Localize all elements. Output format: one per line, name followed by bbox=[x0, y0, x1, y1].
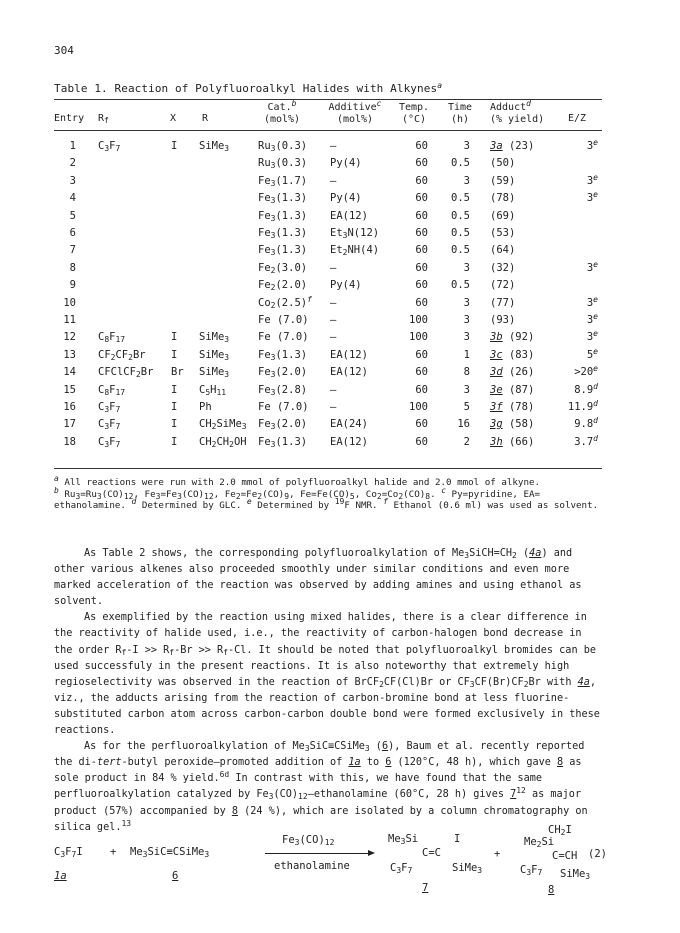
table-row bbox=[54, 294, 602, 312]
cell-add: EA(12) bbox=[330, 348, 368, 361]
cell-temp: 60 bbox=[415, 348, 428, 361]
p7-sime3: SiMe$_3$ bbox=[452, 862, 483, 875]
cell-entry: 14 bbox=[63, 366, 76, 379]
cell-adduct: (72) bbox=[490, 279, 516, 292]
cell-entry: 16 bbox=[63, 401, 76, 413]
paragraph: As Table 2 shows, the corresponding polyfluoroalkylation of $Me_3SiCH=CH_2$ (4a) and other various alkenes also proceeded smoothly under similar conditions and even more marked acceleration of the reaction was observed by adding amines and using ethanol as solvent. bbox=[54, 548, 582, 608]
reaction-scheme bbox=[54, 824, 614, 920]
reactant-alkyne: $Me_3SiC\equiv CSiMe_3$ bbox=[130, 846, 210, 859]
cell-ez: 5e bbox=[586, 346, 598, 361]
cell-add: — bbox=[330, 401, 337, 413]
p8-double-bond: C=CH bbox=[552, 850, 578, 862]
cell-add: Py(4) bbox=[330, 157, 362, 170]
cell-add: — bbox=[330, 296, 337, 309]
cell-add: Py(4) bbox=[330, 279, 362, 292]
compound-label-1a: 1a bbox=[54, 870, 67, 882]
table-row bbox=[54, 259, 602, 277]
cell-temp: 60 bbox=[415, 435, 428, 448]
cell-adduct: (53) bbox=[490, 227, 516, 239]
table-row bbox=[54, 140, 602, 155]
cell-time: 0.5 bbox=[451, 244, 470, 257]
cell-entry: 8 bbox=[69, 261, 76, 274]
cell-cat: Fe (7.0) bbox=[258, 331, 309, 344]
p8-me2si: $Me_2Si$ bbox=[524, 836, 555, 849]
table-top-rule bbox=[54, 99, 602, 100]
cell-adduct: 3d (26) bbox=[490, 366, 535, 379]
cell-cat: $Fe_2(2.0)$ bbox=[258, 279, 308, 293]
table-row bbox=[54, 346, 602, 364]
cell-adduct: (93) bbox=[490, 314, 516, 326]
cell-adduct: (64) bbox=[490, 244, 516, 257]
cell-x: I bbox=[171, 383, 178, 396]
cell-rf: CFClCF$_2$Br bbox=[98, 366, 154, 380]
plus-sign: + bbox=[110, 846, 117, 858]
cell-entry: 10 bbox=[63, 296, 76, 309]
cell-temp: 60 bbox=[415, 296, 428, 309]
p8-ch2i: $CH_2I$ bbox=[548, 824, 572, 837]
cell-ez: 3e bbox=[586, 329, 598, 344]
plus-sign-2: + bbox=[494, 848, 501, 860]
cell-cat: $Fe_3(1.3)$ bbox=[258, 209, 308, 223]
cell-x: I bbox=[171, 348, 178, 361]
cell-r: $CH_2CH_2OH$ bbox=[199, 435, 247, 449]
cell-adduct: 3g (58) bbox=[490, 418, 535, 431]
cell-cat: $Fe_3(1.7)$ bbox=[258, 174, 308, 188]
cell-entry: 1 bbox=[69, 140, 76, 152]
cell-time: 3 bbox=[463, 314, 470, 326]
cell-rf: $CF_2CF_2Br$ bbox=[98, 348, 146, 362]
cell-cat: $Fe_3(2.0)$ bbox=[258, 366, 308, 380]
table-row bbox=[54, 433, 602, 451]
cell-r: SiMe$_3$ bbox=[199, 140, 230, 153]
cell-add: $Et_2NH(4)$ bbox=[330, 244, 380, 258]
cell-x: I bbox=[171, 401, 178, 413]
cell-time: 3 bbox=[463, 261, 470, 274]
cell-adduct: 3c (83) bbox=[490, 348, 535, 361]
cell-adduct: 3h (66) bbox=[490, 435, 535, 448]
cell-adduct: (77) bbox=[490, 296, 516, 309]
equation-number: (2) bbox=[588, 848, 607, 860]
header-adduct: Adduct$^d$ (% yield) bbox=[490, 99, 545, 125]
cell-time: 0.5 bbox=[451, 157, 470, 170]
table-row bbox=[54, 192, 602, 207]
cell-adduct: (78) bbox=[490, 192, 516, 205]
cell-adduct: (59) bbox=[490, 174, 516, 187]
cell-time: 3 bbox=[463, 296, 470, 309]
table-footnotes: $^a$ All reactions were run with 2.0 mmol of polyfluoroalkyl halide and 2.0 mmol of alkyne. $^b$ $Ru_3=Ru_3(CO)_{12}$, $Fe_3=Fe_3(CO)_{12}$, $Fe_2=Fe_2(CO)_9$, $Fe=Fe(CO)_5$, $Co_2=Co_2(CO)_8$. $^c$ Py=pyridine, EA= ethanolamine. $^d$ Determined by GLC. $^e$ Determined by $^{19}$F NMR. $^f$ Ethanol (0.6 ml) was used as solvent. bbox=[54, 474, 599, 511]
cell-entry: 4 bbox=[69, 192, 76, 205]
cell-cat: $Fe_3(1.3)$ bbox=[258, 227, 308, 240]
p7-c3f7: $C_3F_7$ bbox=[390, 862, 413, 875]
cell-temp: 60 bbox=[415, 418, 428, 431]
cell-time: 16 bbox=[457, 418, 470, 431]
cell-r: SiMe$_3$ bbox=[199, 366, 230, 380]
cell-cat: Fe (7.0) bbox=[258, 401, 309, 413]
cell-ez: 3e bbox=[586, 172, 598, 187]
table-row bbox=[54, 244, 602, 259]
cell-adduct: 3b (92) bbox=[490, 331, 535, 344]
cell-rf: $C_3F_7$ bbox=[98, 435, 121, 449]
p7-double-bond: C=C bbox=[422, 847, 441, 859]
cell-r: Ph bbox=[199, 401, 212, 413]
header-ez: E/Z bbox=[568, 113, 587, 124]
cell-time: 0.5 bbox=[451, 227, 470, 239]
header-entry: Entry bbox=[54, 113, 85, 124]
conditions-label: ethanolamine bbox=[274, 860, 350, 872]
cell-r: $CH_2SiMe_3$ bbox=[199, 418, 247, 432]
body-text bbox=[54, 546, 604, 836]
cell-entry: 11 bbox=[63, 314, 76, 326]
cell-cat: $Fe_3(1.3)$ bbox=[258, 192, 308, 206]
table-row bbox=[54, 418, 602, 433]
cell-entry: 3 bbox=[69, 174, 76, 187]
cell-temp: 60 bbox=[415, 244, 428, 257]
cell-time: 3 bbox=[463, 383, 470, 396]
header-additive: Additive$^c$ (mol%) bbox=[328, 99, 382, 125]
cell-temp: 60 bbox=[415, 174, 428, 187]
cell-add: — bbox=[330, 140, 337, 152]
table-row bbox=[54, 366, 602, 381]
header-cat: Cat.$^b$ (mol%) bbox=[263, 99, 301, 125]
cell-time: 2 bbox=[463, 435, 470, 448]
cell-entry: 9 bbox=[69, 279, 76, 292]
header-rf: $R_f$ bbox=[98, 113, 109, 125]
cell-time: 3 bbox=[463, 331, 470, 344]
cell-temp: 60 bbox=[415, 157, 428, 170]
cell-temp: 100 bbox=[409, 331, 428, 344]
cell-ez: 3e bbox=[586, 138, 598, 152]
table-row bbox=[54, 381, 602, 399]
cell-r: SiMe$_3$ bbox=[199, 348, 230, 362]
cell-entry: 13 bbox=[63, 348, 76, 361]
p7-iodine: I bbox=[454, 833, 461, 845]
reactant-c3f7i: $C_3F_7I$ bbox=[54, 846, 83, 859]
cell-ez: 8.9$^d$ bbox=[574, 381, 598, 396]
cell-rf: $C_8F_{17}$ bbox=[98, 331, 126, 345]
cell-ez: 3e bbox=[586, 294, 598, 309]
cell-r: SiMe$_3$ bbox=[199, 331, 230, 345]
cell-adduct: (69) bbox=[490, 209, 516, 222]
cell-entry: 12 bbox=[63, 331, 76, 344]
cell-add: $Et_3N(12)$ bbox=[330, 227, 380, 240]
cell-temp: 60 bbox=[415, 279, 428, 292]
table-row bbox=[54, 210, 602, 225]
cell-add: Py(4) bbox=[330, 192, 362, 205]
cell-x: I bbox=[171, 418, 178, 431]
table-row bbox=[54, 227, 602, 242]
cell-time: 8 bbox=[463, 366, 470, 379]
table-row bbox=[54, 157, 602, 172]
cell-rf: $C_8F_{17}$ bbox=[98, 383, 126, 397]
cell-entry: 6 bbox=[69, 227, 76, 239]
catalyst-label: $Fe_3(CO)_{12}$ bbox=[282, 834, 335, 847]
cell-rf: $C_3F_7$ bbox=[98, 140, 121, 153]
cell-time: 5 bbox=[463, 401, 470, 413]
cell-time: 0.5 bbox=[451, 192, 470, 205]
paragraph: As for the perfluoroalkylation of $Me_3SiC\equiv CSiMe_3$ (6), Baum et al. recently reported the di-tert-butyl peroxide–promoted addition of 1a to 6 (120°C, 48 h), which gave 8 as sole product in 84 % yield.$^{6d}$ In contrast with this, we have found that the same perfluoroalkylation catalyzed by $Fe_3(CO)_{12}$–ethanolamine (60°C, 28 h) gives $7^{12}$ as major product (57%) accompanied by 8 (24 %), which are isolated by a column chromatography on silica gel.$^{13}$ bbox=[54, 741, 588, 833]
table-caption: Table 1. Reaction of Polyfluoroalkyl Halides with Alkynes$^a$ bbox=[54, 81, 443, 95]
cell-cat: $Ru_3(0.3)$ bbox=[258, 140, 308, 153]
cell-temp: 100 bbox=[409, 314, 428, 326]
cell-temp: 60 bbox=[415, 261, 428, 274]
cell-x: I bbox=[171, 140, 178, 152]
cell-add: — bbox=[330, 383, 337, 396]
cell-temp: 60 bbox=[415, 192, 428, 205]
cell-adduct: 3a (23) bbox=[490, 140, 535, 152]
cell-r: $C_5H_{11}$ bbox=[199, 383, 227, 397]
cell-adduct: (50) bbox=[490, 157, 516, 170]
cell-entry: 17 bbox=[63, 418, 76, 431]
cell-add: — bbox=[330, 174, 337, 187]
cell-time: 1 bbox=[463, 348, 470, 361]
cell-x: I bbox=[171, 331, 178, 344]
cell-rf: $C_3F_7$ bbox=[98, 418, 121, 432]
cell-entry: 2 bbox=[69, 157, 76, 170]
cell-ez: 3e bbox=[586, 190, 598, 205]
cell-add: — bbox=[330, 314, 337, 326]
cell-adduct: 3f (78) bbox=[490, 401, 535, 413]
cell-x: I bbox=[171, 435, 178, 448]
cell-add: EA(12) bbox=[330, 366, 368, 379]
cell-temp: 100 bbox=[409, 401, 428, 413]
cell-time: 0.5 bbox=[451, 209, 470, 222]
cell-time: 3 bbox=[463, 140, 470, 152]
cell-cat: $Fe_2(3.0)$ bbox=[258, 261, 308, 275]
cell-entry: 15 bbox=[63, 383, 76, 396]
cell-time: 0.5 bbox=[451, 279, 470, 292]
header-temp: Temp. (°C) bbox=[398, 102, 430, 125]
cell-ez: 11.9$^d$ bbox=[567, 399, 598, 413]
cell-cat: $Fe_3(2.8)$ bbox=[258, 383, 308, 397]
header-time: Time (h) bbox=[447, 102, 473, 125]
cell-add: EA(12) bbox=[330, 209, 368, 222]
cell-temp: 60 bbox=[415, 366, 428, 379]
cell-temp: 60 bbox=[415, 383, 428, 396]
page-number: 304 bbox=[54, 44, 74, 57]
cell-add: EA(12) bbox=[330, 435, 368, 448]
table-row bbox=[54, 331, 602, 346]
table-row bbox=[54, 279, 602, 294]
header-r: R bbox=[202, 113, 209, 124]
cell-adduct: 3e (87) bbox=[490, 383, 535, 396]
cell-temp: 60 bbox=[415, 140, 428, 152]
cell-cat: $Fe_3(2.0)$ bbox=[258, 418, 308, 432]
cell-ez: 3.7$^d$ bbox=[574, 433, 598, 448]
cell-ez: 3e bbox=[586, 259, 598, 274]
paragraph: As exemplified by the reaction using mixed halides, there is a clear difference in the reactivity of halide used, i.e., the reactivity of carbon-halogen bond decrease in the order $R_f-I >> R_f-Br >> R_f-Cl$. It should be noted that polyfluoroalkyl bromides can be used successfuly in the present reactions. It is also noteworthy that extremely high regioselectivity was observed in the reaction of BrCF$_2$CF(Cl)Br or $CF_3CF(Br)CF_2Br$ with 4a, viz., the adducts arising from the reaction of carbon-bromine bond at less fluorine-substituted carbon atom across carbon-carbon double bond were formed exclusively in these reactions. bbox=[54, 612, 600, 737]
cell-cat: $Co_2(2.5)^f$ bbox=[258, 294, 312, 310]
cell-cat: $Fe_3(1.3)$ bbox=[258, 435, 308, 449]
p7-me3si: $Me_3Si$ bbox=[388, 833, 419, 846]
table-bottom-rule bbox=[54, 468, 602, 469]
p8-sime3: SiMe$_3$ bbox=[560, 868, 591, 881]
cell-entry: 7 bbox=[69, 244, 76, 257]
cell-cat: Fe (7.0) bbox=[258, 314, 309, 326]
cell-ez: 9.8$^d$ bbox=[574, 416, 598, 431]
compound-label-8: 8 bbox=[548, 884, 555, 896]
cell-add: — bbox=[330, 261, 337, 274]
cell-add: EA(24) bbox=[330, 418, 368, 431]
compound-label-7: 7 bbox=[422, 882, 429, 894]
cell-ez: $>20^e$ bbox=[574, 364, 598, 379]
compound-label-6: 6 bbox=[172, 870, 179, 882]
cell-entry: 5 bbox=[69, 209, 76, 222]
cell-temp: 60 bbox=[415, 227, 428, 239]
table-row bbox=[54, 401, 602, 416]
p8-c3f7: $C_3F_7$ bbox=[520, 864, 543, 877]
table-row bbox=[54, 314, 602, 329]
cell-ez: 3e bbox=[586, 312, 598, 326]
header-x: X bbox=[170, 113, 177, 124]
cell-cat: $Fe_3(1.3)$ bbox=[258, 244, 308, 258]
cell-cat: $Fe_3(1.3)$ bbox=[258, 348, 308, 362]
cell-x: Br bbox=[171, 366, 184, 379]
cell-entry: 18 bbox=[63, 435, 76, 448]
cell-adduct: (32) bbox=[490, 261, 516, 274]
cell-add: — bbox=[330, 331, 337, 344]
reaction-arrow bbox=[265, 853, 373, 854]
table-row bbox=[54, 172, 602, 190]
table-header-rule bbox=[54, 130, 602, 131]
cell-temp: 60 bbox=[415, 209, 428, 222]
cell-time: 3 bbox=[463, 174, 470, 187]
cell-rf: $C_3F_7$ bbox=[98, 401, 121, 414]
cell-cat: $Ru_3(0.3)$ bbox=[258, 157, 308, 171]
